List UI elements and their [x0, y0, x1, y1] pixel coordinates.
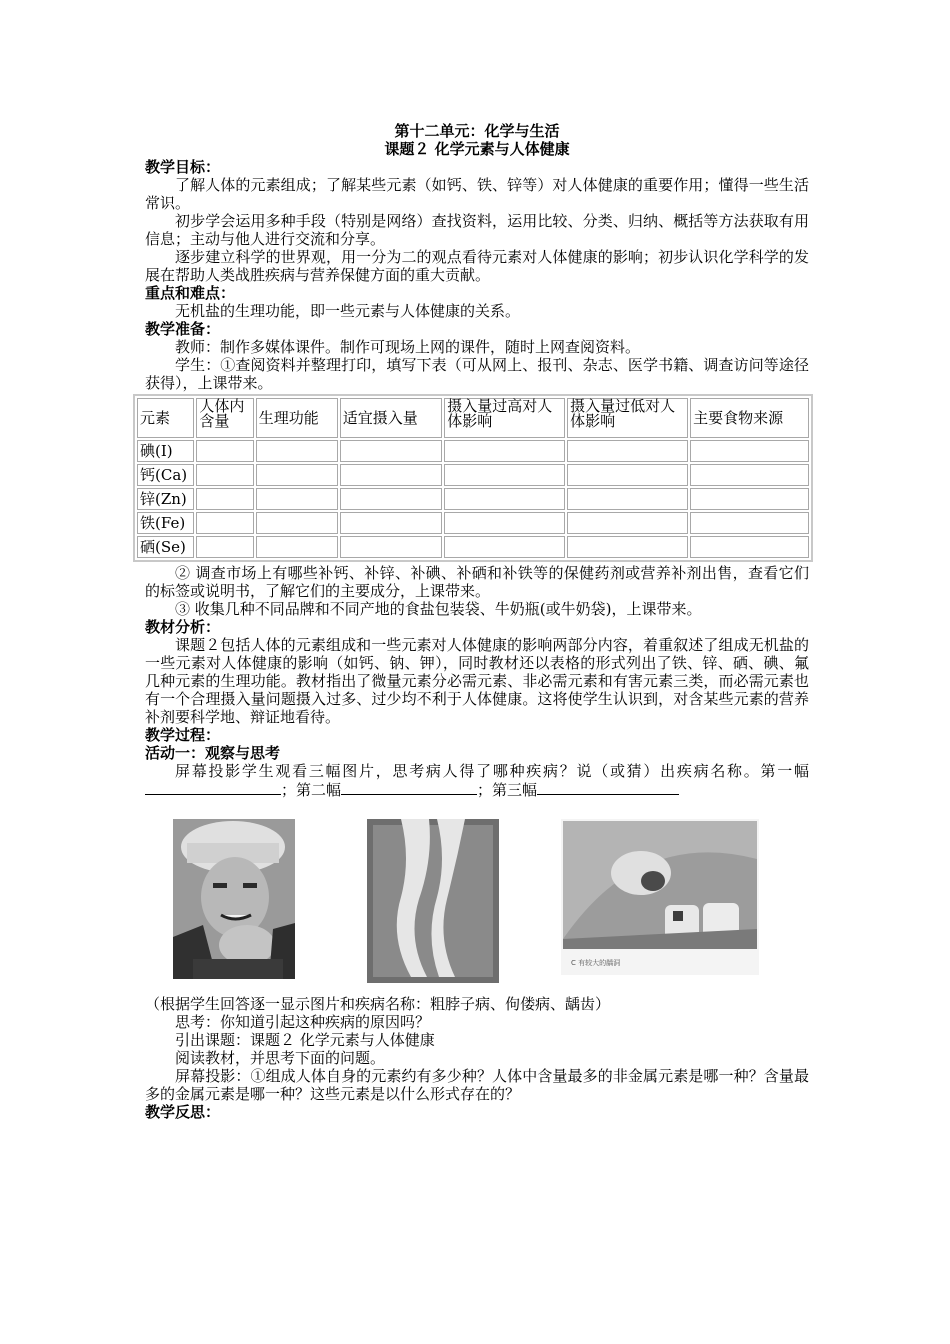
- empty-cell: [567, 464, 688, 486]
- table-row-label: 钙(Ca): [137, 464, 194, 486]
- table-header-cell: 生理功能: [256, 398, 338, 438]
- rickets-photo: [367, 819, 499, 983]
- empty-cell: [256, 440, 338, 462]
- activity-intro: [145, 762, 809, 799]
- goiter-photo: [173, 819, 295, 979]
- empty-cell: [196, 536, 253, 558]
- table-row: [137, 536, 809, 558]
- empty-cell: [690, 536, 809, 558]
- tooth-decay-photo-image: [561, 819, 759, 975]
- goiter-photo-image: [173, 819, 295, 979]
- empty-cell: [567, 488, 688, 510]
- table-row: [137, 464, 809, 486]
- empty-cell: [444, 488, 565, 510]
- blank-label-1: 第一幅: [760, 762, 809, 780]
- answer-note: （根据学生回答逐一显示图片和疾病名称：粗脖子病、佝偻病、龋齿）: [145, 995, 611, 1013]
- table-header-row: [137, 398, 809, 438]
- empty-cell: [340, 440, 442, 462]
- objectives-heading: 教学目标：: [145, 158, 221, 176]
- table-header-cell: 人体内含量: [196, 398, 253, 438]
- table-header-cell: 摄入量过低对人体影响: [567, 398, 688, 438]
- empty-cell: [340, 464, 442, 486]
- empty-cell: [196, 488, 253, 510]
- answer-blank-1[interactable]: [145, 780, 281, 795]
- disease-photos: [145, 819, 809, 991]
- empty-cell: [690, 464, 809, 486]
- rickets-photo-image: [367, 819, 499, 983]
- empty-cell: [256, 464, 338, 486]
- unit-title: 第十二单元：化学与生活: [394, 122, 560, 140]
- table-header-cell: 元素: [137, 398, 194, 438]
- empty-cell: [567, 440, 688, 462]
- element-survey-table: [133, 394, 813, 562]
- think-question: 思考：你知道引起这种疾病的原因吗？: [175, 1013, 431, 1031]
- empty-cell: [444, 512, 565, 534]
- empty-cell: [444, 440, 565, 462]
- key-points-paragraph: 无机盐的生理功能，即一些元素与人体健康的关系。: [175, 302, 521, 320]
- empty-cell: [196, 512, 253, 534]
- empty-cell: [256, 512, 338, 534]
- activity-intro-text: 屏幕投影学生观看三幅图片，思考病人得了哪种疾病？说（或猜）出疾病名称。: [175, 762, 761, 780]
- empty-cell: [340, 488, 442, 510]
- blank-label-2: ；第二幅: [281, 781, 342, 799]
- tooth-decay-photo: [561, 819, 759, 975]
- table-row-label: 铁(Fe): [137, 512, 194, 534]
- table-row: [137, 440, 809, 462]
- teacher-preparation: 教师：制作多媒体课件。制作可现场上网的课件，随时上网查阅资料。: [175, 338, 641, 356]
- preparation-item-3: ③ 收集几种不同品牌和不同产地的食盐包装袋、牛奶瓶(或牛奶袋)，上课带来。: [175, 600, 702, 618]
- objective-paragraph: 初步学会运用多种手段（特别是网络）查找资料，运用比较、分类、归纳、概括等方法获取有用信息；主动与他人进行交流和分享。: [145, 212, 809, 248]
- blank-label-3: ；第三幅: [477, 781, 538, 799]
- table-row: [137, 512, 809, 534]
- table-header-cell: 适宜摄入量: [340, 398, 442, 438]
- empty-cell: [196, 440, 253, 462]
- table-row-label: 硒(Se): [137, 536, 194, 558]
- answer-blank-2[interactable]: [341, 780, 477, 795]
- table-header-cell: 主要食物来源: [690, 398, 809, 438]
- table-row: [137, 488, 809, 510]
- student-preparation: 学生：①查阅资料并整理打印，填写下表（可从网上、报刊、杂志、医学书籍、调查访问等途径获得），上课带来。: [145, 356, 809, 392]
- activity-heading: 活动一：观察与思考: [145, 744, 281, 762]
- answer-blank-3[interactable]: [537, 780, 679, 795]
- empty-cell: [567, 512, 688, 534]
- empty-cell: [690, 440, 809, 462]
- empty-cell: [196, 464, 253, 486]
- objective-paragraph: 了解人体的元素组成；了解某些元素（如钙、铁、锌等）对人体健康的重要作用；懂得一些生活常识。: [145, 176, 809, 212]
- empty-cell: [444, 464, 565, 486]
- empty-cell: [340, 512, 442, 534]
- preparation-heading: 教学准备：: [145, 320, 221, 338]
- table-row-label: 碘(I): [137, 440, 194, 462]
- analysis-heading: 教材分析：: [145, 618, 221, 636]
- lead-topic: 引出课题：课题２ 化学元素与人体健康: [175, 1031, 435, 1049]
- empty-cell: [256, 488, 338, 510]
- preparation-item-2: ② 调查市场上有哪些补钙、补锌、补碘、补硒和补铁等的保健药剂或营养补剂出售，查看它们的标签或说明书，了解它们的主要成分，上课带来。: [145, 564, 809, 600]
- objective-paragraph: 逐步建立科学的世界观，用一分为二的观点看待元素对人体健康的影响；初步认识化学科学的发展在帮助人类战胜疾病与营养保健方面的重大贡献。: [145, 248, 809, 284]
- empty-cell: [444, 536, 565, 558]
- empty-cell: [340, 536, 442, 558]
- analysis-paragraph: 课题２包括人体的元素组成和一些元素对人体健康的影响两部分内容，着重叙述了组成无机盐的一些元素对人体健康的影响（如钙、钠、钾），同时教材还以表格的形式列出了铁、锌、硒、碘、氟几种元素的生理功能。教材指出了微量元素分必需元素、非必需元素和有害元素三类，而必需元素也有一个合理摄入量问题摄入过多、过少均不利于人体健康。这将使学生认识到，对含某些元素的营养补剂要科学地、辩证地看待。: [145, 636, 809, 726]
- table-row-label: 锌(Zn): [137, 488, 194, 510]
- photo-caption: C 有较大的龋洞: [571, 959, 621, 967]
- reflection-heading: 教学反思：: [145, 1103, 221, 1121]
- projection-questions: 屏幕投影：①组成人体自身的元素约有多少种？人体中含量最多的非金属元素是哪一种？含量最多的金属元素是哪一种？这些元素是以什么形式存在的？: [145, 1067, 809, 1103]
- process-heading: 教学过程：: [145, 726, 221, 744]
- empty-cell: [690, 488, 809, 510]
- lesson-title: 课题２ 化学元素与人体健康: [384, 140, 570, 158]
- key-points-heading: 重点和难点：: [145, 284, 236, 302]
- empty-cell: [567, 536, 688, 558]
- read-instruction: 阅读教材，并思考下面的问题。: [175, 1049, 386, 1067]
- lesson-plan-page: [140, 122, 809, 1121]
- empty-cell: [256, 536, 338, 558]
- table-header-cell: 摄入量过高对人体影响: [444, 398, 565, 438]
- empty-cell: [690, 512, 809, 534]
